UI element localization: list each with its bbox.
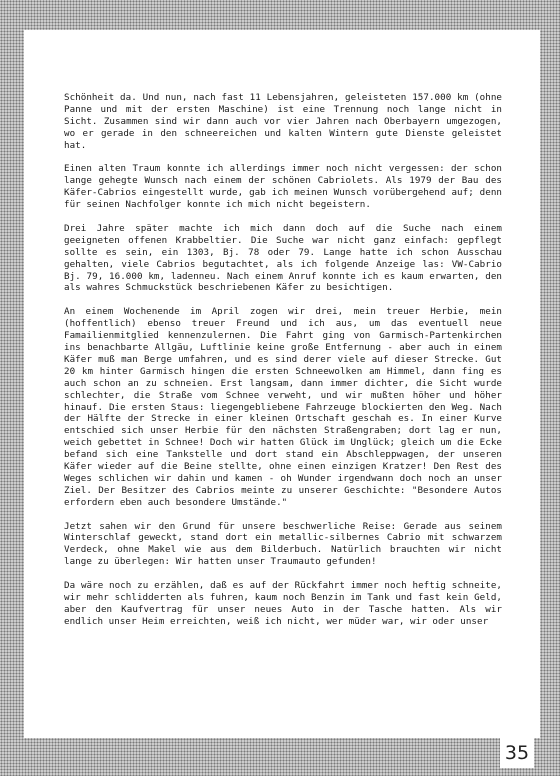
paragraph-6: Da wäre noch zu erzählen, daß es auf der Rückfahrt immer noch heftig schneite, wir mehr schlidderten als fuhren, kaum noch Benzin im Tank und fast kein Geld, aber den Kaufvertrag für unser neues Auto in der Tasche hatten. Als wir endlich unser Heim erreichten, weiß ich nicht, wer müder war, wir oder unser <box>64 580 502 627</box>
paragraph-2: Einen alten Traum konnte ich allerdings immer noch nicht vergessen: der schon lange gehegte Wunsch nach einem der schönen Cabriolets. Als 1979 der Bau des Käfer-Cabrios eingestellt wurde, gab ich meinen Wunsch vorübergehend auf; denn für seinen Nachfolger konnte ich mich nicht begeistern. <box>64 163 502 211</box>
halftone-border-left <box>0 0 24 776</box>
halftone-border-right <box>540 0 560 776</box>
article-text <box>64 92 502 640</box>
halftone-border-top <box>0 0 560 30</box>
paragraph-1: Schönheit da. Und nun, nach fast 11 Lebensjahren, geleisteten 157.000 km (ohne Panne und mit der ersten Maschine) ist eine Trennung noch lange nicht in Sicht. Zusammen sind wir dann auch vor vier Jahren nach Oberbayern umgezogen, wo er gerade in den schneereichen und kalten Wintern gute Dienste geleistet hat. <box>64 92 502 151</box>
paragraph-3: Drei Jahre später machte ich mich dann doch auf die Suche nach einem geeigneten offenen Krabbeltier. Die Suche war nicht ganz einfach: gepflegt sollte es sein, ein 1303, Bj. 78 oder 79. Lange hatte ich schon Ausschau gehalten, viele Cabrios begutachtet, als ich folgende Anzeige las: VW-Cabrio Bj. 79, 16.000 km, ladenneu. Nach einem Anruf konnte ich es kaum erwarten, den als wahres Schmuckstück beschriebenen Käfer zu besichtigen. <box>64 222 502 294</box>
paragraph-4: An einem Wochenende im April zogen wir drei, mein treuer Herbie, mein (hoffentlich) ebenso treuer Freund und ich aus, um das eventuell neue Famailienmitglied kennenzulernen. Die Fahrt ging von Garmisch-Partenkirchen ins benachbarte Allgäu, Luftlinie keine große Entfernung - aber auch in einem Käfer muß man Berge umfahren, und es sind derer viele auf dieser Strecke. Gut 20 km hinter Garmisch hingen die ersten Schneewolken am Himmel, dann fing es auch schon an zu schneien. Erst langsam, dann immer dichter, die Sicht wurde schlechter, die Straße vom Schnee verweht, und wir mußten höher und höher hinauf. Die ersten Staus: liegengebliebene Fahrzeuge blockierten den Weg. Nach der Hälfte der Strecke in einer kleinen Ortschaft geschah es. In einer Kurve entschied sich unser Herbie für den nächsten Straßengraben; dort lag er nun, weich gebettet in Schnee! Doch wir hatten Glück im Unglück; gleich um die Ecke befand sich eine Tankstelle und dort stand ein Abschleppwagen, der unseren Käfer wieder auf die Beine stellte, ohne einen einzigen Kratzer! Den Rest des Weges schlichen wir dahin und kamen - oh Wunder irgendwann doch noch an unser Ziel. Der Besitzer des Cabrios meinte zu unserer Geschichte: "Besondere Autos erfordern eben auch besondere Umstände." <box>64 306 502 508</box>
halftone-border-bottom <box>0 738 560 776</box>
paragraph-5: Jetzt sahen wir den Grund für unsere beschwerliche Reise: Gerade aus seinem Winterschlaf geweckt, stand dort ein metallic-silbernes Cabrio mit schwarzem Verdeck, ohne Makel wie aus dem Bilderbuch. Natürlich brauchten wir nicht lange zu überlegen: Wir hatten unser Traumauto gefunden! <box>64 520 502 568</box>
page-number: 35 <box>500 738 534 768</box>
